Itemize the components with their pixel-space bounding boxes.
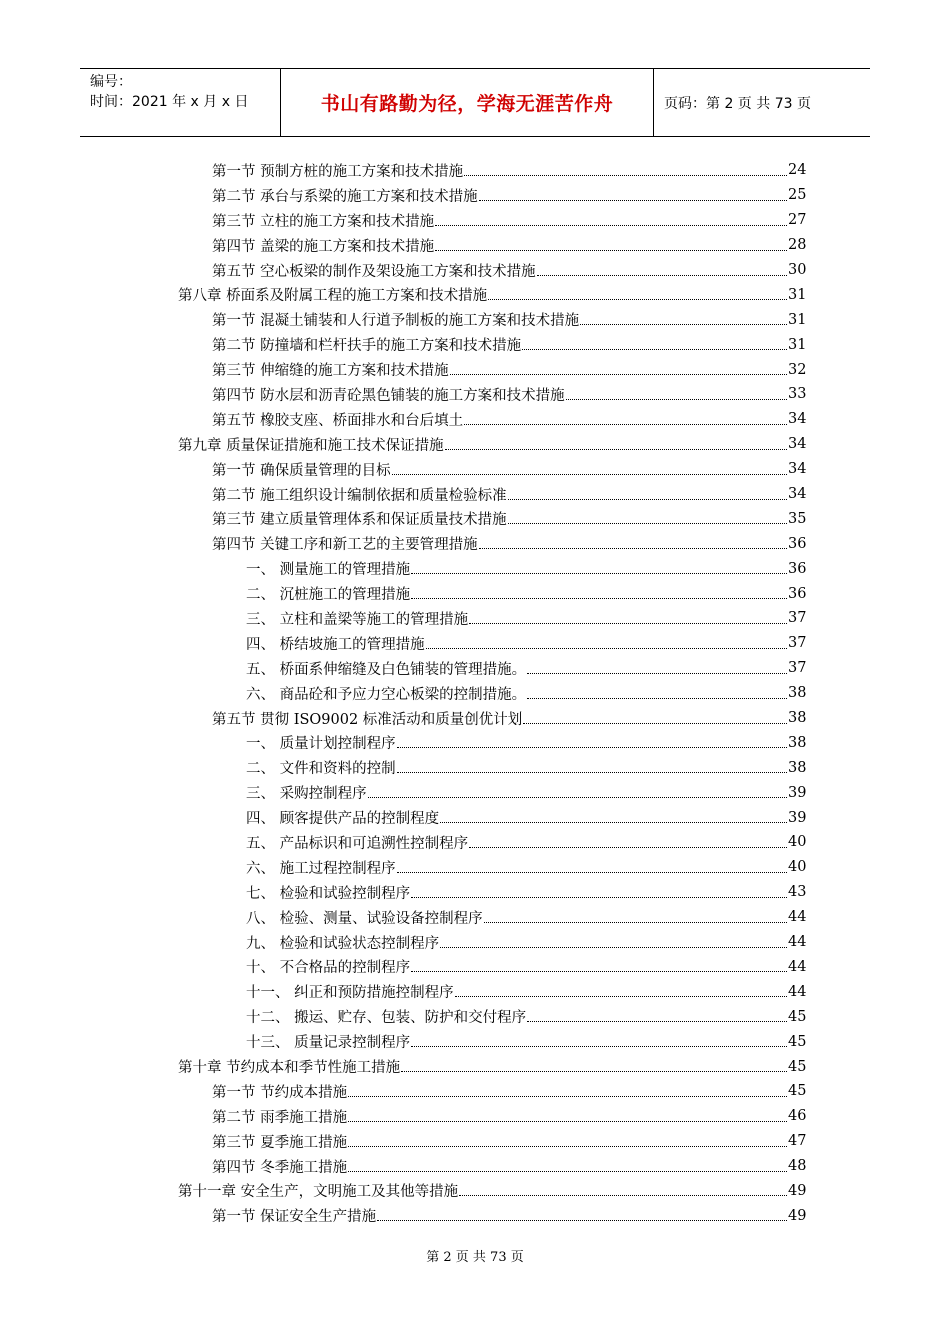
toc-entry-page: 38 — [788, 710, 807, 727]
toc-entry-title: 八、 检验、测量、试验设备控制程序 — [246, 910, 483, 927]
toc-dot-leader — [411, 1046, 787, 1047]
toc-entry-page: 36 — [788, 560, 807, 577]
toc-entry-title: 第二节 防撞墙和栏杆扶手的施工方案和技术措施 — [212, 338, 522, 355]
toc-dot-leader — [377, 1220, 787, 1221]
toc-entry[interactable] — [178, 930, 806, 955]
toc-entry[interactable] — [178, 631, 806, 656]
toc-entry-page: 31 — [788, 311, 807, 328]
toc-entry-title: 一、 测量施工的管理措施 — [246, 562, 411, 579]
toc-entry-title: 第三节 伸缩缝的施工方案和技术措施 — [212, 363, 449, 380]
toc-entry-page: 47 — [788, 1133, 807, 1150]
toc-entry[interactable] — [178, 979, 806, 1004]
toc-entry-page: 45 — [788, 1058, 807, 1075]
toc-entry-title: 第一节 预制方桩的施工方案和技术措施 — [212, 163, 464, 180]
toc-entry-title: 第五节 空心板梁的制作及架设施工方案和技术措施 — [212, 263, 536, 280]
toc-dot-leader — [508, 499, 787, 500]
toc-dot-leader — [348, 1121, 787, 1122]
toc-dot-leader — [435, 250, 787, 251]
toc-entry-page: 40 — [788, 834, 807, 851]
toc-dot-leader — [523, 723, 787, 724]
toc-entry-title: 第九章 质量保证措施和施工技术保证措施 — [178, 437, 444, 454]
toc-dot-leader — [445, 449, 787, 450]
toc-entry[interactable] — [178, 332, 806, 357]
toc-entry-title: 二、 沉桩施工的管理措施 — [246, 587, 411, 604]
toc-dot-leader — [397, 772, 787, 773]
toc-entry-page: 32 — [788, 361, 807, 378]
toc-dot-leader — [537, 275, 787, 276]
toc-entry[interactable] — [178, 656, 806, 681]
toc-entry[interactable] — [178, 233, 806, 258]
toc-dot-leader — [484, 922, 787, 923]
toc-dot-leader — [479, 548, 787, 549]
toc-dot-leader — [488, 299, 787, 300]
toc-entry[interactable] — [178, 780, 806, 805]
toc-entry-title: 第四节 关键工序和新工艺的主要管理措施 — [212, 537, 478, 554]
toc-entry[interactable] — [178, 905, 806, 930]
toc-entry[interactable] — [178, 681, 806, 706]
toc-entry-title: 一、 质量计划控制程序 — [246, 736, 396, 753]
toc-entry[interactable] — [178, 706, 806, 731]
toc-entry-page: 27 — [788, 212, 807, 229]
toc-entry[interactable] — [178, 880, 806, 905]
toc-dot-leader — [435, 225, 787, 226]
toc-entry-title: 六、 商品砼和予应力空心板梁的控制措施。 — [246, 686, 527, 703]
toc-dot-leader — [527, 1021, 787, 1022]
toc-entry-page: 28 — [788, 237, 807, 254]
toc-entry[interactable] — [178, 855, 806, 880]
toc-dot-leader — [527, 698, 787, 699]
toc-dot-leader — [469, 623, 787, 624]
toc-entry-title: 第三节 夏季施工措施 — [212, 1134, 348, 1151]
toc-entry[interactable] — [178, 357, 806, 382]
toc-entry-title: 二、 文件和资料的控制 — [246, 761, 396, 778]
toc-entry-page: 31 — [788, 286, 807, 303]
toc-entry-title: 三、 采购控制程序 — [246, 786, 367, 803]
toc-dot-leader — [464, 424, 787, 425]
toc-entry[interactable] — [178, 1203, 806, 1228]
toc-entry-page: 30 — [788, 262, 807, 278]
document-number-label: 编号： — [90, 74, 132, 90]
header-page-info: 页码：第 2 页 共 73 页 — [664, 95, 811, 112]
toc-entry-title: 第四节 冬季施工措施 — [212, 1159, 348, 1176]
toc-entry-title: 第三节 建立质量管理体系和保证质量技术措施 — [212, 512, 507, 529]
toc-dot-leader — [566, 399, 787, 400]
toc-dot-leader — [440, 947, 787, 948]
toc-entry[interactable] — [178, 158, 806, 183]
toc-dot-leader — [368, 797, 787, 798]
toc-entry[interactable] — [178, 258, 806, 283]
toc-entry[interactable] — [178, 407, 806, 432]
toc-entry-page: 34 — [788, 486, 807, 503]
toc-entry[interactable] — [178, 432, 806, 457]
toc-dot-leader — [440, 822, 787, 823]
toc-entry[interactable] — [178, 556, 806, 581]
toc-dot-leader — [479, 200, 787, 201]
toc-entry-title: 第一节 混凝土铺装和人行道予制板的施工方案和技术措施 — [212, 313, 580, 330]
toc-dot-leader — [450, 374, 787, 375]
toc-entry[interactable] — [178, 1179, 806, 1204]
toc-entry[interactable] — [178, 730, 806, 755]
toc-dot-leader — [459, 1195, 787, 1196]
toc-entry-page: 44 — [788, 983, 807, 1000]
toc-entry[interactable] — [178, 531, 806, 556]
toc-entry-page: 43 — [788, 884, 807, 901]
header-meta — [80, 69, 281, 136]
toc-entry[interactable] — [178, 282, 806, 307]
toc-entry-title: 第二节 雨季施工措施 — [212, 1109, 348, 1126]
toc-entry[interactable] — [178, 1029, 806, 1054]
toc-entry-page: 38 — [788, 734, 807, 751]
toc-entry[interactable] — [178, 805, 806, 830]
toc-dot-leader — [397, 872, 787, 873]
toc-entry-page: 24 — [788, 162, 807, 179]
toc-entry[interactable] — [178, 1004, 806, 1029]
toc-entry-page: 37 — [788, 635, 807, 652]
toc-entry[interactable] — [178, 457, 806, 482]
toc-entry[interactable] — [178, 482, 806, 507]
toc-entry-title: 第二节 施工组织设计编制依据和质量检验标准 — [212, 487, 507, 504]
toc-entry[interactable] — [178, 955, 806, 980]
toc-entry-page: 45 — [788, 1083, 807, 1100]
toc-entry-page: 38 — [788, 685, 807, 702]
toc-dot-leader — [411, 971, 787, 972]
toc-entry-page: 34 — [788, 436, 807, 453]
toc-entry-title: 第十一章 安全生产，文明施工及其他等措施 — [178, 1184, 459, 1201]
toc-dot-leader — [508, 523, 787, 524]
toc-entry[interactable] — [178, 755, 806, 780]
toc-entry-page: 36 — [788, 585, 807, 602]
toc-entry-title: 第五节 贯彻 ISO9002 标准活动和质量创优计划 — [212, 711, 523, 728]
toc-entry[interactable] — [178, 307, 806, 332]
toc-entry[interactable] — [178, 581, 806, 606]
toc-entry-title: 第三节 立柱的施工方案和技术措施 — [212, 213, 435, 230]
toc-entry-title: 七、 检验和试验控制程序 — [246, 885, 411, 902]
toc-entry-page: 36 — [788, 535, 807, 552]
toc-entry-page: 45 — [788, 1033, 807, 1050]
toc-entry-page: 49 — [788, 1182, 807, 1199]
toc-entry[interactable] — [178, 506, 806, 531]
toc-entry-page: 44 — [788, 934, 807, 951]
toc-entry-title: 第二节 承台与系梁的施工方案和技术措施 — [212, 188, 478, 205]
toc-entry-title: 四、 顾客提供产品的控制程度 — [246, 811, 440, 828]
toc-entry-page: 34 — [788, 461, 807, 478]
toc-entry-page: 49 — [788, 1207, 807, 1224]
toc-entry-page: 31 — [788, 336, 807, 353]
toc-dot-leader — [348, 1146, 787, 1147]
page-footer: 第 2 页 共 73 页 — [426, 1250, 524, 1265]
toc-entry-title: 第一节 节约成本措施 — [212, 1084, 348, 1101]
toc-entry-page: 33 — [788, 386, 807, 403]
toc-entry-page: 39 — [788, 809, 807, 826]
toc-entry-title: 第四节 防水层和沥青砼黑色铺装的施工方案和技术措施 — [212, 387, 565, 404]
toc-entry[interactable] — [178, 1054, 806, 1079]
toc-entry-title: 第八章 桥面系及附属工程的施工方案和技术措施 — [178, 288, 488, 305]
toc-entry-title: 第五节 橡胶支座、桥面排水和台后填土 — [212, 412, 464, 429]
toc-dot-leader — [464, 175, 787, 176]
toc-entry-title: 第一节 保证安全生产措施 — [212, 1209, 377, 1226]
toc-dot-leader — [401, 1071, 787, 1072]
toc-entry-page: 37 — [788, 660, 807, 677]
toc-dot-leader — [411, 573, 787, 574]
toc-entry-page: 45 — [788, 1008, 807, 1025]
toc-dot-leader — [392, 474, 787, 475]
toc-dot-leader — [426, 648, 787, 649]
toc-entry-title: 十一、 纠正和预防措施控制程序 — [246, 985, 454, 1002]
toc-entry-title: 四、 桥结坡施工的管理措施 — [246, 636, 425, 653]
toc-entry[interactable] — [178, 382, 806, 407]
header-motto: 书山有路勤为径，学海无涯苦作舟 — [281, 69, 654, 136]
toc-entry[interactable] — [178, 1104, 806, 1129]
toc-entry-title: 第一节 确保质量管理的目标 — [212, 462, 391, 479]
toc-entry[interactable] — [178, 1079, 806, 1104]
toc-dot-leader — [455, 996, 787, 997]
toc-dot-leader — [411, 598, 787, 599]
toc-entry[interactable] — [178, 208, 806, 233]
toc-entry-page: 35 — [788, 510, 807, 527]
toc-entry-title: 十三、 质量记录控制程序 — [246, 1035, 411, 1052]
toc-entry-page: 48 — [788, 1158, 807, 1175]
toc-entry-page: 40 — [788, 859, 807, 876]
toc-entry[interactable] — [178, 1154, 806, 1179]
toc-entry-title: 三、 立柱和盖梁等施工的管理措施 — [246, 611, 469, 628]
toc-entry-title: 六、 施工过程控制程序 — [246, 860, 396, 877]
toc-entry-title: 第四节 盖梁的施工方案和技术措施 — [212, 238, 435, 255]
toc-dot-leader — [527, 673, 787, 674]
document-date-label: 时间：2021 年 x 月 x 日 — [90, 94, 249, 110]
toc-entry-page: 44 — [788, 958, 807, 975]
toc-entry-page: 38 — [788, 759, 807, 776]
toc-entry-title: 五、 产品标识和可追溯性控制程序 — [246, 835, 469, 852]
toc-entry-title: 十二、 搬运、贮存、包装、防护和交付程序 — [246, 1010, 527, 1027]
toc-entry-page: 34 — [788, 411, 807, 428]
toc-entry-page: 46 — [788, 1108, 807, 1125]
toc-dot-leader — [580, 324, 787, 325]
toc-dot-leader — [348, 1096, 787, 1097]
toc-entry-page: 37 — [788, 610, 807, 627]
toc-dot-leader — [522, 349, 787, 350]
toc-entry[interactable] — [178, 183, 806, 208]
toc-entry-title: 九、 检验和试验状态控制程序 — [246, 935, 440, 952]
table-of-contents — [178, 158, 806, 1228]
toc-dot-leader — [469, 847, 787, 848]
toc-dot-leader — [397, 747, 787, 748]
toc-entry[interactable] — [178, 606, 806, 631]
toc-entry-page: 25 — [788, 187, 807, 204]
toc-entry-page: 39 — [788, 784, 807, 801]
page-header — [80, 68, 870, 137]
toc-dot-leader — [348, 1171, 787, 1172]
toc-entry[interactable] — [178, 1129, 806, 1154]
toc-entry-page: 44 — [788, 909, 807, 926]
toc-entry-title: 十、 不合格品的控制程序 — [246, 960, 411, 977]
toc-dot-leader — [411, 897, 787, 898]
toc-entry-title: 第十章 节约成本和季节性施工措施 — [178, 1060, 401, 1076]
toc-entry-title: 五、 桥面系伸缩缝及白色铺装的管理措施。 — [246, 661, 527, 678]
toc-entry[interactable] — [178, 830, 806, 855]
